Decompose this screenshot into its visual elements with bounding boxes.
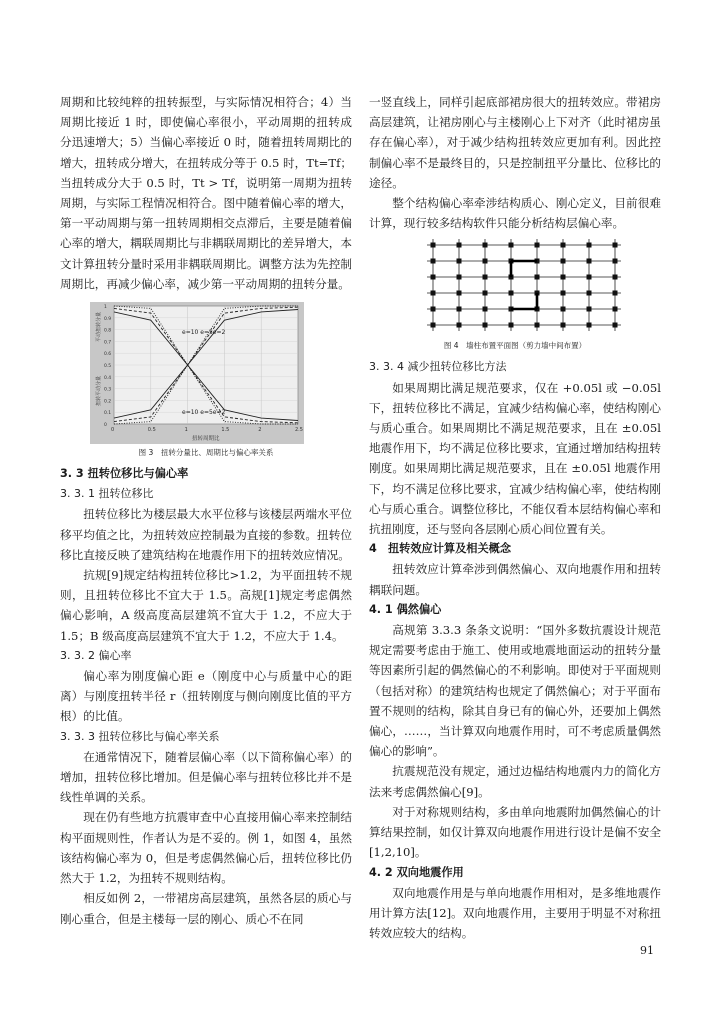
- column-marker: [587, 259, 592, 264]
- x-tick-label: 0.5: [147, 427, 156, 434]
- section-heading: 3. 3 扭转位移比与偏心率: [60, 467, 189, 481]
- y-tick-label: 0.4: [104, 375, 112, 381]
- paragraph: 高规第 3.3.3 条条文说明：“国外多数抗震设计规范规定需要考虑由于施工、使用或地震地面运动的扭转分量等因素所引起的偶然偏心的不利影响。即使对于平面规则（包括对称）的建筑结构也规定了偶然偏心；对于平面布置不规则的结构，除其自身已有的偏心外，还要加上偶然偏心，……，当计算双向地震作用时，可不考虑质量偶然偏心的影响”。: [369, 623, 661, 759]
- figure-3: [90, 302, 304, 444]
- column-marker: [483, 323, 488, 328]
- column-marker: [613, 323, 618, 328]
- y-tick-label: 0.2: [104, 399, 112, 405]
- paragraph: 双向地震作用是与单向地震作用相对，是多维地震作用计算方法[12]。双向地震作用，主要用于明显不对称扭转效应较大的结构。: [369, 885, 661, 941]
- section-heading: 4. 1 偶然偏心: [369, 602, 442, 616]
- subsection-heading: 3. 3. 2 偏心率: [60, 648, 132, 662]
- column-marker: [587, 291, 592, 296]
- left-column: [60, 92, 352, 929]
- column-marker: [457, 307, 462, 312]
- annotation-bottom: e=10 e=5e=2: [182, 409, 226, 417]
- column-marker: [613, 243, 618, 248]
- column-marker: [587, 275, 592, 280]
- column-marker: [561, 307, 566, 312]
- column-marker: [457, 323, 462, 328]
- column-marker: [431, 259, 436, 264]
- column-marker: [613, 291, 618, 296]
- paragraph: 周期和比较纯粹的扭转振型，与实际情况相符合；4）当周期比接近 1 时，即使偏心率很小，平动周期的扭转成分迅速增大；5）当偏心率接近 0 时，随着扭转周期比的增大，扭转成分增大，在扭转成分等于 0.5 时，Tt=Tf；当扭转成分大于 0.5 时，Tt > Tf，说明第一周期为扭转周期，与实际工程情况相符合。图中随着偏心率的增大，第一平动周期与第一扭转周期相交点滞后，主要是随着偏心率的增大，耦联周期比与非耦联周期比的差异增大，本文计算扭转分量时采用非耦联周期比。调整方法为先控制周期比，再减少偏心率，减少第一平动周期的扭转分量。: [60, 95, 352, 291]
- y-tick-label: 0.5: [104, 364, 112, 370]
- subsection-heading: 3. 3. 4 减少扭转位移比方法: [369, 360, 507, 374]
- column-marker: [483, 259, 488, 264]
- page-number: 91: [640, 944, 654, 957]
- column-marker: [483, 291, 488, 296]
- paragraph: 如果周期比满足规范要求，仅在 +0.05l 或 −0.05l 下，扭转位移比不满足，宜减少结构偏心率，使结构刚心与质心重合。如果周期比不满足规范要求，且在 ±0.05l 地震作用下，均不满足位移比要求，宜通过增加结构扭转刚度。如果周期比满足规范要求，且在 ±0.05l 地震作用下，均不满足位移比要求，宜减少结构偏心率，使结构刚心与质心重合。调整位移比，不能仅看本层结构偏心率和抗扭刚度，还与竖向各层刚心质心间位置有关。: [369, 380, 661, 537]
- column-marker: [509, 291, 514, 296]
- column-marker: [483, 307, 488, 312]
- column-marker: [509, 323, 514, 328]
- paragraph: 抗规[9]规定结构扭转位移比>1.2，为平面扭转不规则，且扭转位移比不宜大于 1.5。高规[1]规定考虑偶然偏心影响，A 级高度高层建筑不宜大于 1.2，不应大于 1.5；B 级高度高层建筑不宜大于 1.2，不应大于 1.4。: [60, 568, 352, 643]
- column-marker: [483, 275, 488, 280]
- paragraph: 偏心率为刚度偏心距 e（刚度中心与质量中心的距离）与刚度扭转半径 r（扭转刚度与侧向刚度比值的平方根）的比值。: [60, 669, 352, 724]
- column-marker: [587, 323, 592, 328]
- column-marker: [431, 307, 436, 312]
- column-marker: [431, 243, 436, 248]
- paragraph: 现在仍有些地方抗震审查中心直接用偏心率来控制结构平面规则性，作者认为是不妥的。例 1，如图 4，虽然该结构偏心率为 0，但是考虑偶然偏心后，扭转位移比仍然大于 1.2，为扭转不规则结构。: [60, 810, 352, 886]
- column-marker: [535, 323, 540, 328]
- x-tick-label: 1: [184, 427, 188, 434]
- paragraph: 扭转效应计算牵涉到偶然偏心、双向地震作用和扭转耦联问题。: [369, 562, 661, 597]
- subsection-heading: 3. 3. 3 扭转位移比与偏心率关系: [60, 729, 220, 743]
- y-tick-label: 0.7: [104, 340, 112, 346]
- y-tick-label: 0.9: [104, 316, 112, 322]
- y-tick-label: 0.6: [104, 352, 112, 358]
- figure-3-caption: 图 3 扭转分量比、周期比与偏心率关系: [138, 448, 274, 458]
- paragraph: 一竖直线上，同样引起底部裙房很大的扭转效应。带裙房高层建筑，让裙房刚心与主楼刚心上下对齐（此时裙房虽存在偏心率），对于减少结构扭转效应更加有利。因此控制偏心率不是最终目的，只是控制扭平分量比、位移比的途径。: [369, 95, 661, 190]
- paragraph: 对于对称规则结构，多由单向地震附加偶然偏心的计算结果控制，如仅计算双向地震作用进行设计是偏不安全[1,2,10]。: [369, 804, 661, 860]
- column-marker: [535, 243, 540, 248]
- column-marker: [561, 275, 566, 280]
- column-marker: [535, 275, 540, 280]
- column-marker: [483, 243, 488, 248]
- paragraph: 在通常情况下，随着层偏心率（以下简称偏心率）的增加，扭转位移比增加。但是偏心率与扭转位移比并不是线性单调的关系。: [60, 749, 352, 805]
- column-marker: [561, 243, 566, 248]
- column-marker: [457, 291, 462, 296]
- right-column: [369, 92, 661, 943]
- figure-4-caption: 图 4 墙柱布置平面图（剪力墙中间布置）: [443, 341, 587, 351]
- column-marker: [509, 243, 514, 248]
- column-marker: [457, 275, 462, 280]
- column-marker: [431, 323, 436, 328]
- column-marker: [431, 275, 436, 280]
- y-label-bottom: 扭转平动分量: [96, 376, 102, 407]
- x-label: 扭转周期比: [192, 436, 220, 443]
- column-marker: [561, 259, 566, 264]
- x-tick-label: 2: [258, 427, 262, 434]
- column-marker: [457, 243, 462, 248]
- paragraph: 相反如例 2，一带裙房高层建筑，虽然各层的质心与刚心重合，但是主楼每一层的刚心、质心不在同: [60, 891, 352, 926]
- paragraph: 抗震规范没有规定，通过边榀结构地震内力的简化方法来考虑偶然偏心[9]。: [369, 764, 661, 799]
- y-label-top: 平动扭转分量: [96, 312, 102, 343]
- column-marker: [561, 323, 566, 328]
- y-tick-label: 0: [104, 423, 107, 429]
- figure-3-chart: [90, 302, 304, 444]
- annotation-top: e=10 e=5e=2: [182, 329, 226, 337]
- y-tick-label: 0.1: [104, 411, 112, 417]
- column-marker: [587, 243, 592, 248]
- x-tick-label: 2.5: [295, 427, 303, 434]
- subsection-heading: 3. 3. 1 扭转位移比: [60, 487, 154, 501]
- column-marker: [457, 259, 462, 264]
- column-marker: [561, 291, 566, 296]
- column-marker: [587, 307, 592, 312]
- paragraph: 扭转位移比为楼层最大水平位移与该楼层两端水平位移平均值之比，为扭转效应控制最为直接的参数。扭转位移比直接反映了建筑结构在地震作用下的扭转效应情况。: [60, 507, 352, 562]
- column-marker: [613, 259, 618, 264]
- paragraph: 整个结构偏心率牵涉结构质心、刚心定义，目前很难计算，现行较多结构软件只能分析结构层偏心率。: [369, 196, 661, 231]
- figure-4: [419, 237, 631, 337]
- section-heading: 4. 2 双向地震作用: [369, 865, 464, 879]
- column-marker: [613, 307, 618, 312]
- wall-column-plan-drawing: [419, 237, 631, 337]
- column-marker: [613, 275, 618, 280]
- y-tick-label: 0.8: [104, 328, 112, 334]
- column-marker: [431, 291, 436, 296]
- x-tick-label: 1.5: [221, 427, 230, 434]
- x-tick-label: 0: [111, 427, 115, 434]
- section-heading: 4 扭转效应计算及相关概念: [369, 542, 512, 556]
- y-tick-label: 1: [104, 305, 107, 311]
- y-tick-label: 0.3: [104, 387, 112, 393]
